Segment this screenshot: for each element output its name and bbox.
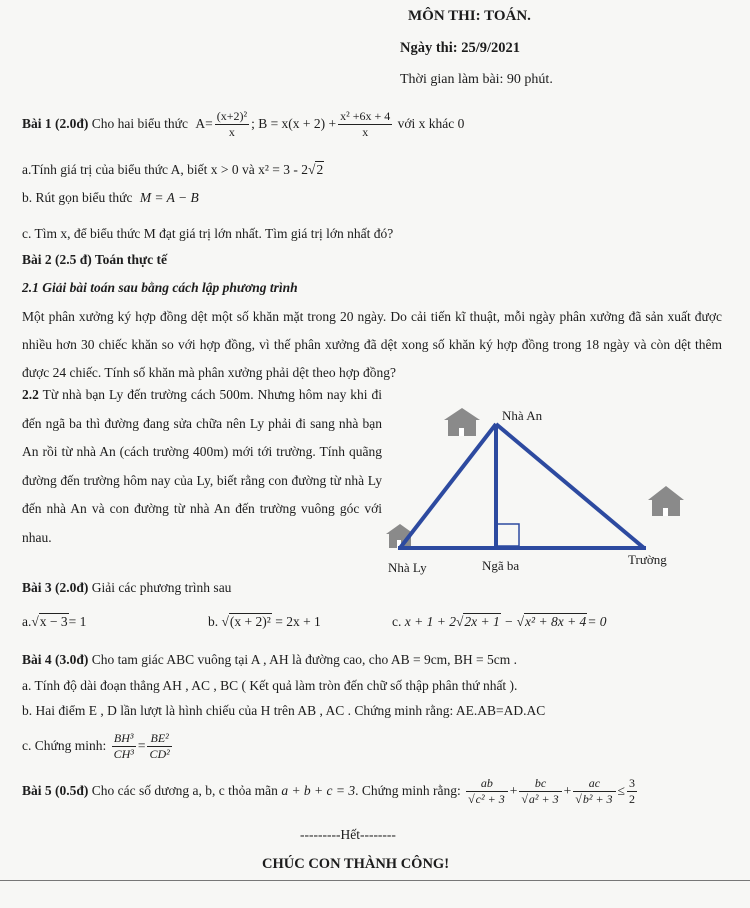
bai5-line: Bài 5 (0.5đ) Cho các số dương a, b, c thỏa mãn a + b + c = 3. Chứng minh rằng: $\frac{ab}{\text{√c² + 3}}$ + $\frac{bc}{\text{√a² + 3}}$ + $\frac{ac}{\text{√b² + 3}}$ ≤ $\frac{3}{2}$ (22, 776, 635, 807)
label-truong: Trường (628, 552, 667, 567)
bai3-eq-b: b. √(x + 2)² = 2x + 1 (208, 614, 321, 629)
bai1-part-b: b. Rút gọn biểu thức M = A − B (22, 190, 199, 205)
bai3-eq-a: a.√x − 3= 1 (22, 614, 87, 629)
triangle-figure (384, 400, 704, 580)
edge-an-school (496, 424, 644, 548)
bai1-part-c: c. Tìm x, để biểu thức M đạt giá trị lớn nhất. Tìm giá trị lớn nhất đó? (22, 226, 394, 241)
closing-wish: CHÚC CON THÀNH CÔNG! (262, 856, 450, 872)
bottom-divider (0, 880, 750, 881)
label-nha-ly: Nhà Ly (388, 560, 427, 575)
house-icon-school (648, 486, 684, 516)
house-icon-an (444, 408, 480, 436)
bai2-paragraph-2: 2.2 Từ nhà bạn Ly đến trường cách 500m. Nhưng hôm nay khi đi đến ngã ba thì đường đang sửa chữa nên Ly phải đi sang nhà bạn An rồi từ nhà An (cách trường 400m) mới tới trường. Tính quãng đường đến trường hôm nay của Ly, biết rằng con đường từ nhà Ly đến nhà An và con đường từ nhà An đến trường vuông góc với nhau. (22, 387, 382, 545)
bai4-header: Bài 4 (3.0đ) Cho tam giác ABC vuông tại A , AH là đường cao, cho AB = 9cm, BH = 5cm . (22, 652, 518, 667)
exam-date: Ngày thi: 25/9/2021 (400, 40, 521, 56)
end-marker: ---------Hết-------- (300, 827, 396, 842)
bai2-sub1: 2.1 Giải bài toán sau bằng cách lập phương trình (22, 280, 298, 295)
bai1-header: Bài 1 (2.0đ) Cho hai biểu thức A= $\frac{\text{(x+2)²}}{x}$ ; B = x(x + 2) + $\frac{\text{x² +6x + 4}}{x}$ với x khác 0 (22, 109, 465, 140)
label-nga-ba: Ngã ba (482, 558, 520, 573)
right-angle-mark (497, 524, 519, 546)
bai4-part-b: b. Hai điểm E , D lần lượt là hình chiếu của H trên AB , AC . Chứng minh rằng: AE.AB=AD.AC (22, 703, 546, 718)
bai2-title: Bài 2 (2.5 đ) Toán thực tế (22, 252, 167, 267)
exam-subject: MÔN THI: TOÁN. (408, 8, 531, 24)
bai4-part-c: c. Chứng minh: $\frac{\text{BH³}}{\text{CH³}}$ = $\frac{\text{BE²}}{\text{CD²}}$ (22, 731, 170, 762)
bai4-part-a: a. Tính độ dài đoạn thẳng AH , AC , BC ( Kết quả làm tròn đến chữ số thập phân thứ nhất ). (22, 678, 518, 693)
label-nha-an: Nhà An (502, 408, 543, 423)
edge-ly-an (400, 424, 496, 548)
exam-time: Thời gian làm bài: 90 phút. (400, 72, 553, 87)
bai1-part-a: a.Tính giá trị của biểu thức A, biết x > 0 và x² = 3 - 2√2 (22, 162, 324, 177)
bai2-paragraph-1: Một phân xưởng ký hợp đồng dệt một số khăn mặt trong 20 ngày. Do cải tiến kĩ thuật, mỗi ngày phân xưởng đã sản xuất được nhiều hơn 30 chiếc khăn so với hợp đồng, vì thế phân xưởng đã dệt xong số khăn ký hợp đồng trong 18 ngày và còn dệt thêm được 24 chiếc. Tính số khăn mà phân xưởng phải dệt theo hợp đồng? (22, 309, 722, 380)
bai3-eq-c: c. x + 1 + 2√2x + 1 − √x² + 8x + 4= 0 (392, 614, 607, 629)
bai3-header: Bài 3 (2.0đ) Giải các phương trình sau (22, 580, 232, 595)
